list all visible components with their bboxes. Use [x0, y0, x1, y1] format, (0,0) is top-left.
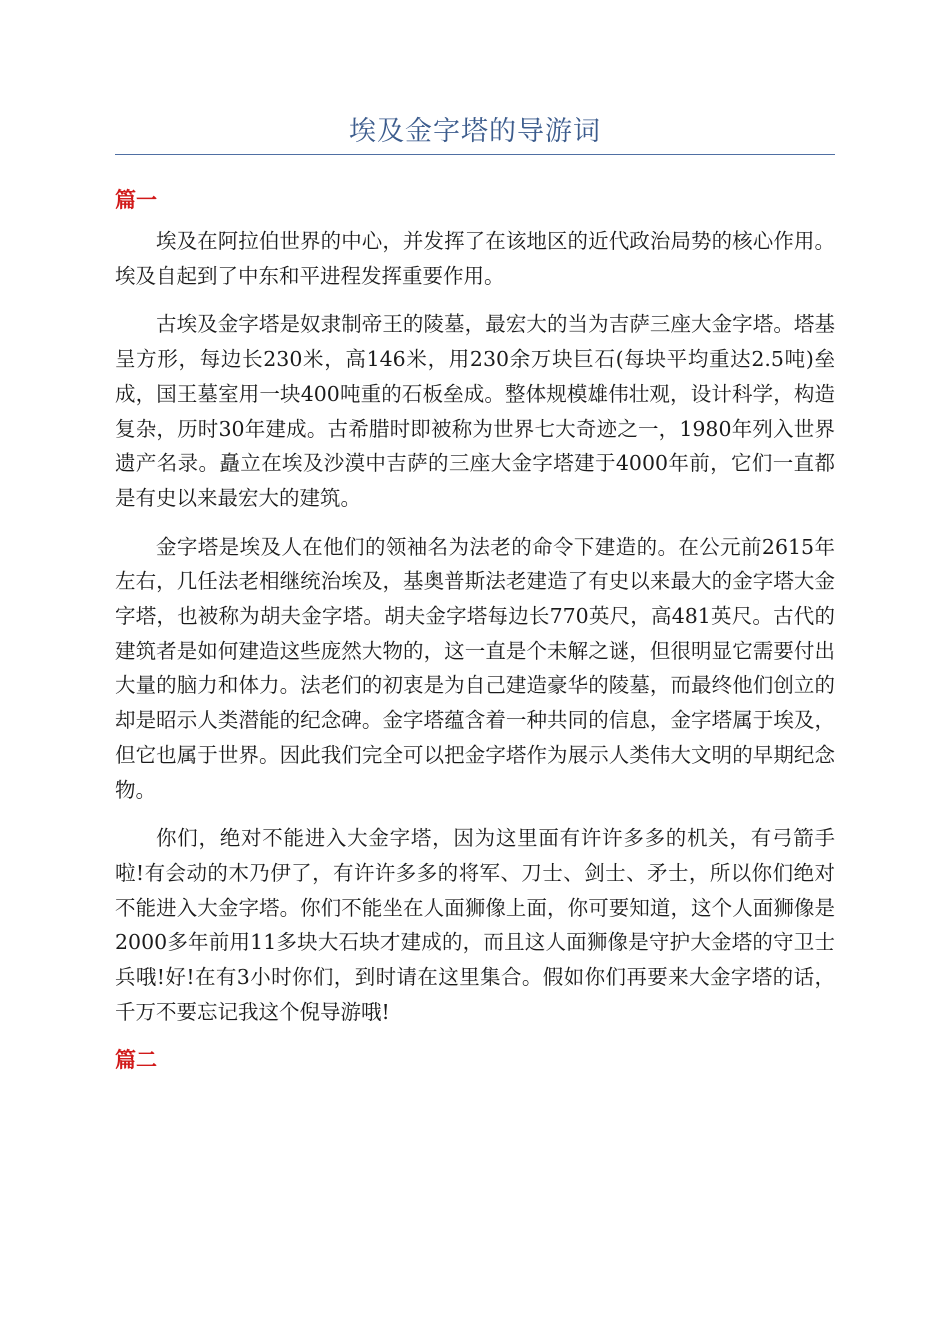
paragraph-1: 埃及在阿拉伯世界的中心，并发挥了在该地区的近代政治局势的核心作用。埃及自起到了中东和平进程发挥重要作用。 [115, 229, 835, 288]
paragraph-2: 古埃及金字塔是奴隶制帝王的陵墓，最宏大的当为吉萨三座大金字塔。塔基呈方形，每边长230米，高146米，用230余万块巨石(每块平均重达2.5吨)垒成，国王墓室用一块400吨重的石板垒成。整体规模雄伟壮观，设计科学，构造复杂，历时30年建成。古希腊时即被称为世界七大奇迹之一，1980年列入世界遗产名录。矗立在埃及沙漠中吉萨的三座大金字塔建于4000年前，它们一直都是有史以来最宏大的建筑。 [115, 312, 835, 510]
section-heading-2: 篇二 [115, 1047, 157, 1073]
document-title: 埃及金字塔的导游词 [349, 116, 601, 147]
section-heading-1: 篇一 [115, 187, 157, 212]
title-underline [115, 154, 835, 155]
document-page [115, 110, 835, 1075]
paragraph-4: 你们，绝对不能进入大金字塔，因为这里面有许许多多的机关，有弓箭手啦!有会动的木乃伊了，有许许多多的将军、刀士、剑士、矛士，所以你们绝对不能进入大金字塔。你们不能坐在人面狮像上面，你可要知道，这个人面狮像是2000多年前用11多块大石块才建成的，而且这人面狮像是守护大金塔的守卫士兵哦!好!在有3小时你们，到时请在这里集合。假如你们再要来大金字塔的话，千万不要忘记我这个倪导游哦! [115, 826, 835, 1024]
paragraph-3: 金字塔是埃及人在他们的领袖名为法老的命令下建造的。在公元前2615年左右，几任法老相继统治埃及，基奥普斯法老建造了有史以来最大的金字塔大金字塔，也被称为胡夫金字塔。胡夫金字塔每边长770英尺，高481英尺。古代的建筑者是如何建造这些庞然大物的，这一直是个未解之谜，但很明显它需要付出大量的脑力和体力。法老们的初衷是为自己建造豪华的陵墓，而最终他们创立的却是昭示人类潜能的纪念碑。金字塔蕴含着一种共同的信息，金字塔属于埃及，但它也属于世界。因此我们完全可以把金字塔作为展示人类伟大文明的早期纪念物。 [115, 534, 835, 802]
